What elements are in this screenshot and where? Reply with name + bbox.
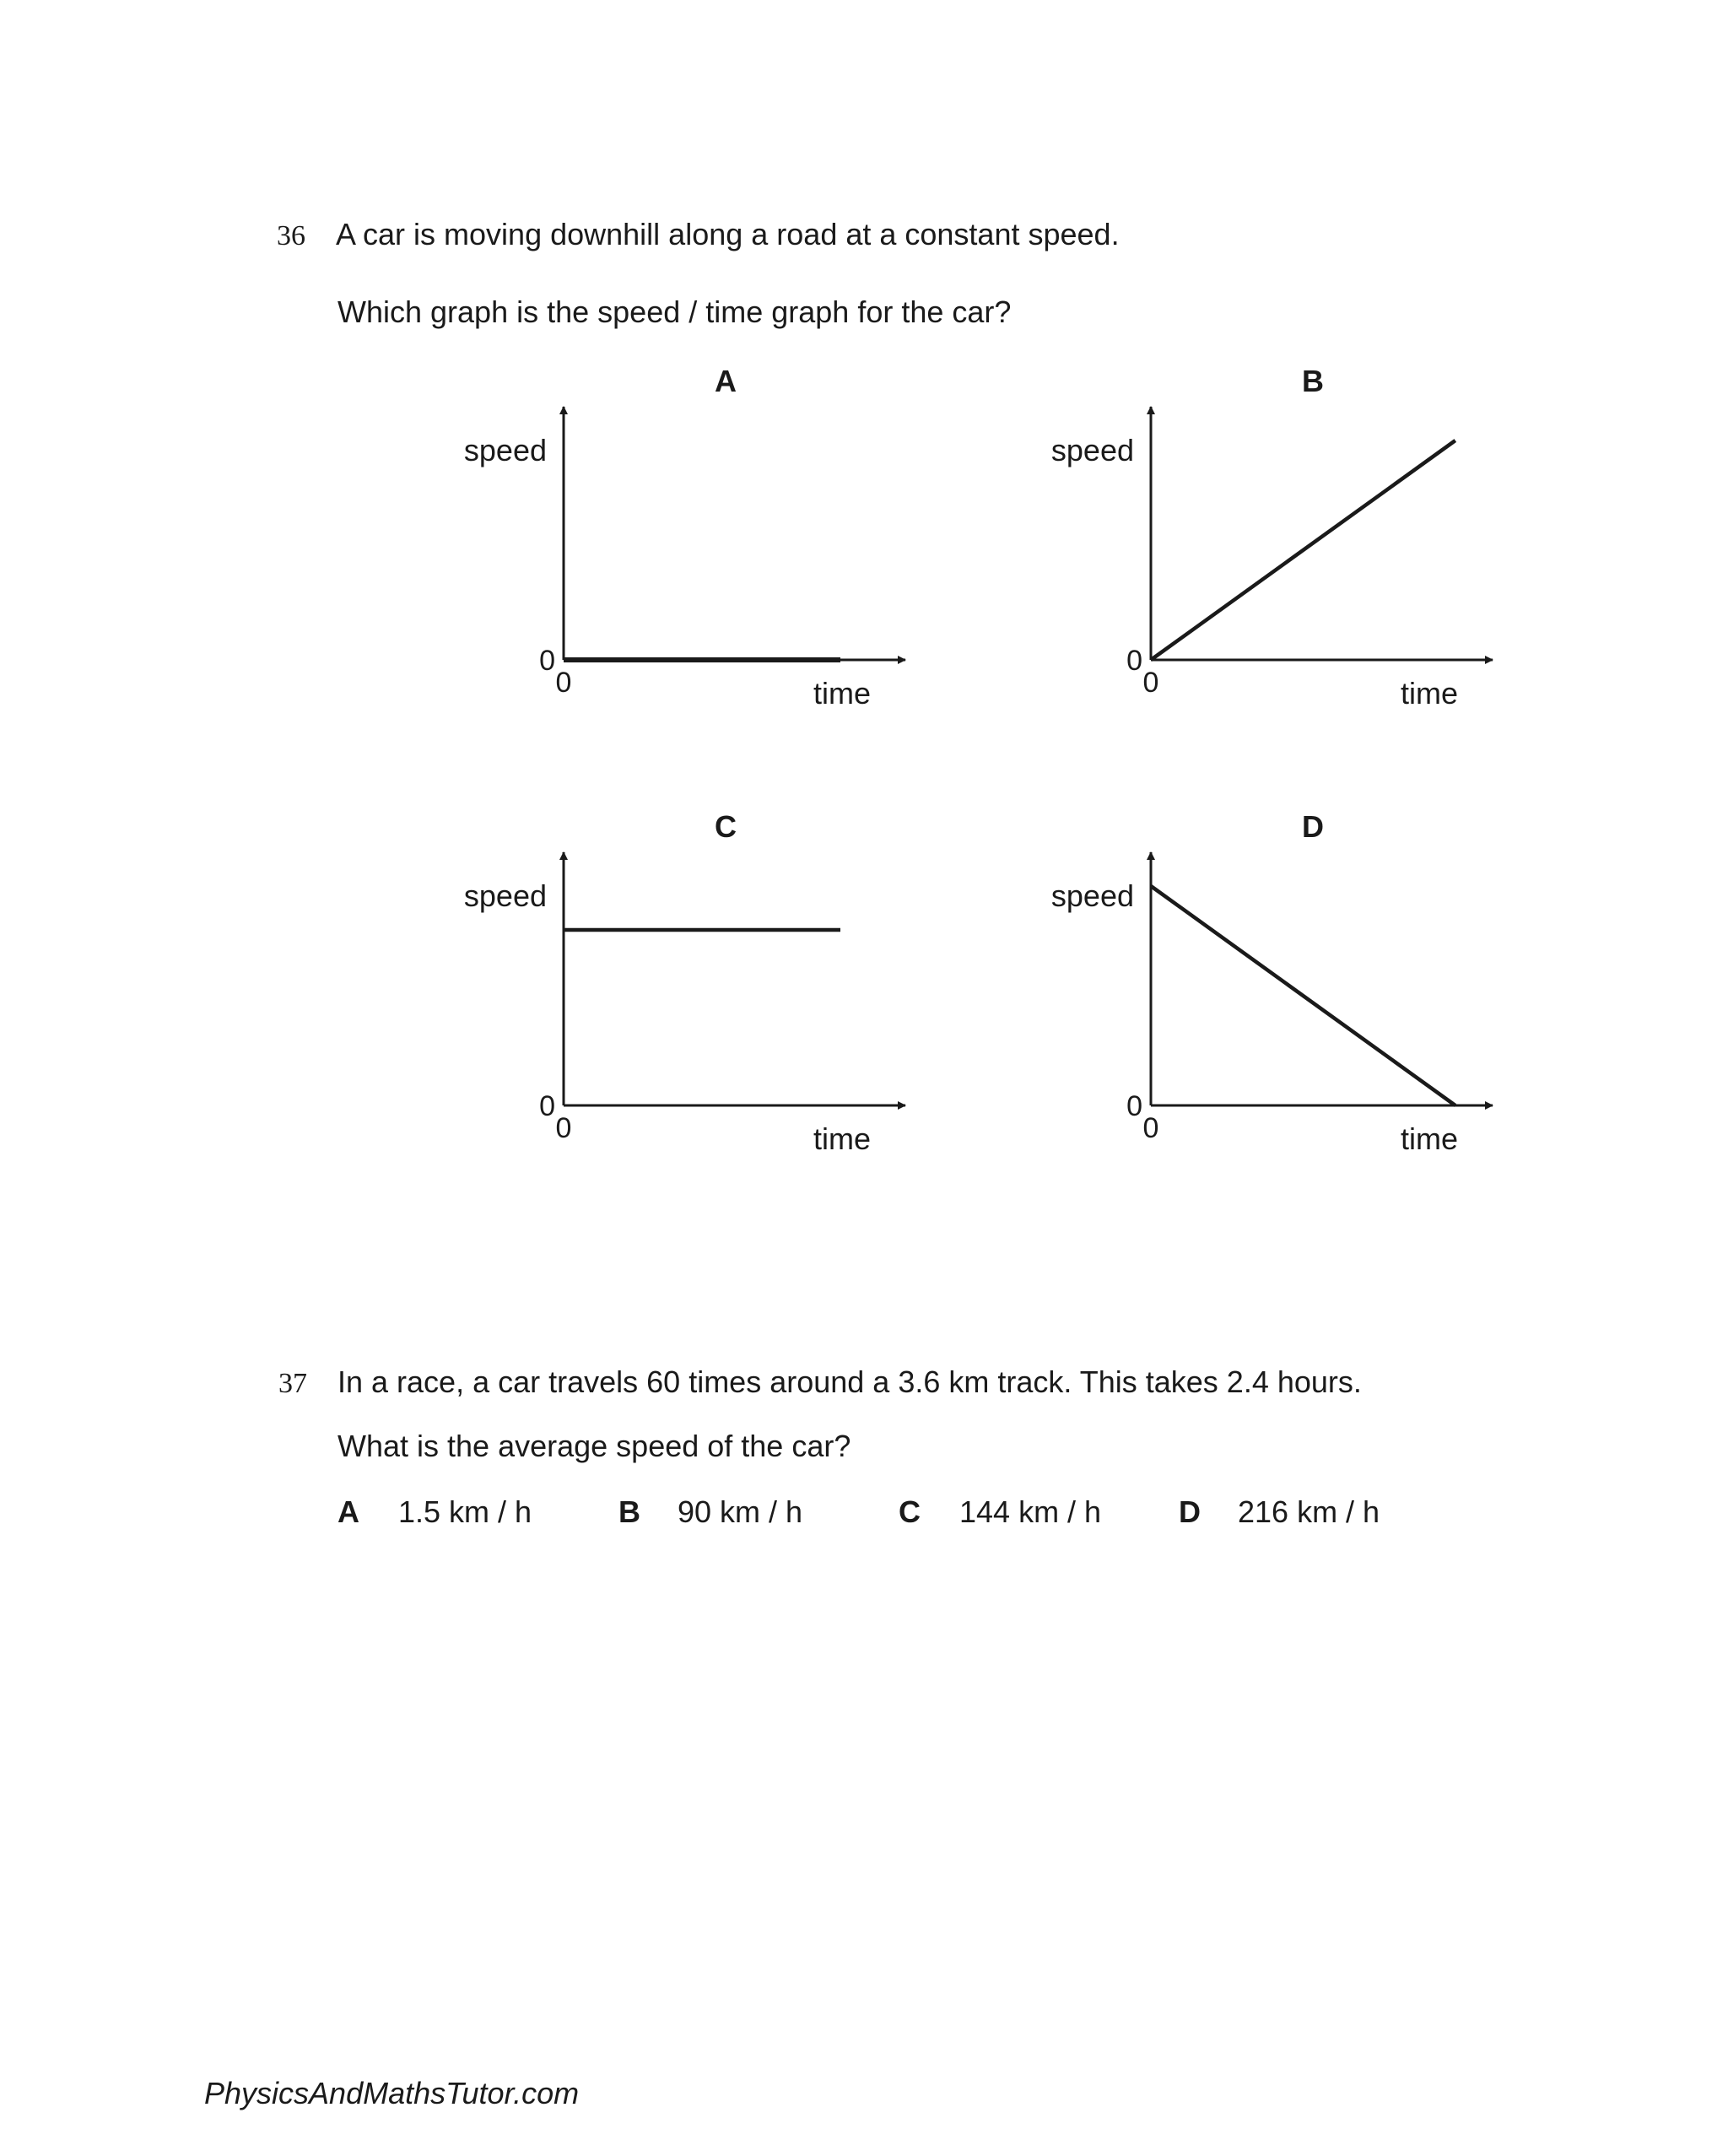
- graph-b-xlabel: time: [1400, 676, 1459, 711]
- graph-c: [464, 809, 905, 1156]
- option-b-letter: B: [618, 1494, 640, 1529]
- question-number-36: 36: [277, 220, 305, 251]
- graph-d: [1051, 809, 1493, 1156]
- option-d-letter: D: [1179, 1494, 1201, 1529]
- question-36-prompt: Which graph is the speed / time graph for the car?: [338, 294, 1012, 329]
- graph-a-ylabel: speed: [463, 433, 547, 467]
- question-37-stem: In a race, a car travels 60 times around a 3.6 km track. This takes 2.4 hours.: [338, 1364, 1362, 1399]
- graph-d-x-origin: 0: [1142, 1112, 1159, 1144]
- graph-d-y-origin: 0: [1126, 1090, 1142, 1122]
- option-c-letter: C: [899, 1494, 921, 1529]
- question-number-37: 37: [278, 1368, 307, 1399]
- graph-a-y-origin: 0: [539, 645, 555, 677]
- graph-b-series-line: [1151, 440, 1455, 660]
- graph-a-x-origin: 0: [555, 667, 572, 699]
- graph-a: [464, 364, 905, 711]
- graph-c-x-origin: 0: [555, 1112, 572, 1144]
- graph-a-letter: A: [715, 364, 737, 398]
- option-b-value: 90 km / h: [678, 1494, 803, 1529]
- graph-d-xlabel: time: [1400, 1121, 1459, 1156]
- graph-d-series-line: [1151, 886, 1455, 1105]
- footer-site: PhysicsAndMathsTutor.com: [204, 2076, 580, 2110]
- graph-b-x-origin: 0: [1142, 667, 1159, 699]
- graph-c-ylabel: speed: [463, 878, 547, 913]
- graph-c-letter: C: [715, 809, 737, 844]
- option-d-value: 216 km / h: [1238, 1494, 1380, 1529]
- graph-c-y-origin: 0: [539, 1090, 555, 1122]
- graph-b-y-origin: 0: [1126, 645, 1142, 677]
- option-c-value: 144 km / h: [959, 1494, 1102, 1529]
- question-37-prompt: What is the average speed of the car?: [338, 1429, 851, 1463]
- graph-b: [1051, 364, 1493, 711]
- graph-d-letter: D: [1302, 809, 1324, 844]
- option-a-letter: A: [338, 1494, 359, 1529]
- question-36-stem: A car is moving downhill along a road at a constant speed.: [336, 217, 1120, 251]
- option-a-value: 1.5 km / h: [398, 1494, 532, 1529]
- graph-b-ylabel: speed: [1050, 433, 1134, 467]
- graph-a-xlabel: time: [813, 676, 872, 711]
- graph-d-ylabel: speed: [1050, 878, 1134, 913]
- graph-c-xlabel: time: [813, 1121, 872, 1156]
- graph-b-letter: B: [1302, 364, 1324, 398]
